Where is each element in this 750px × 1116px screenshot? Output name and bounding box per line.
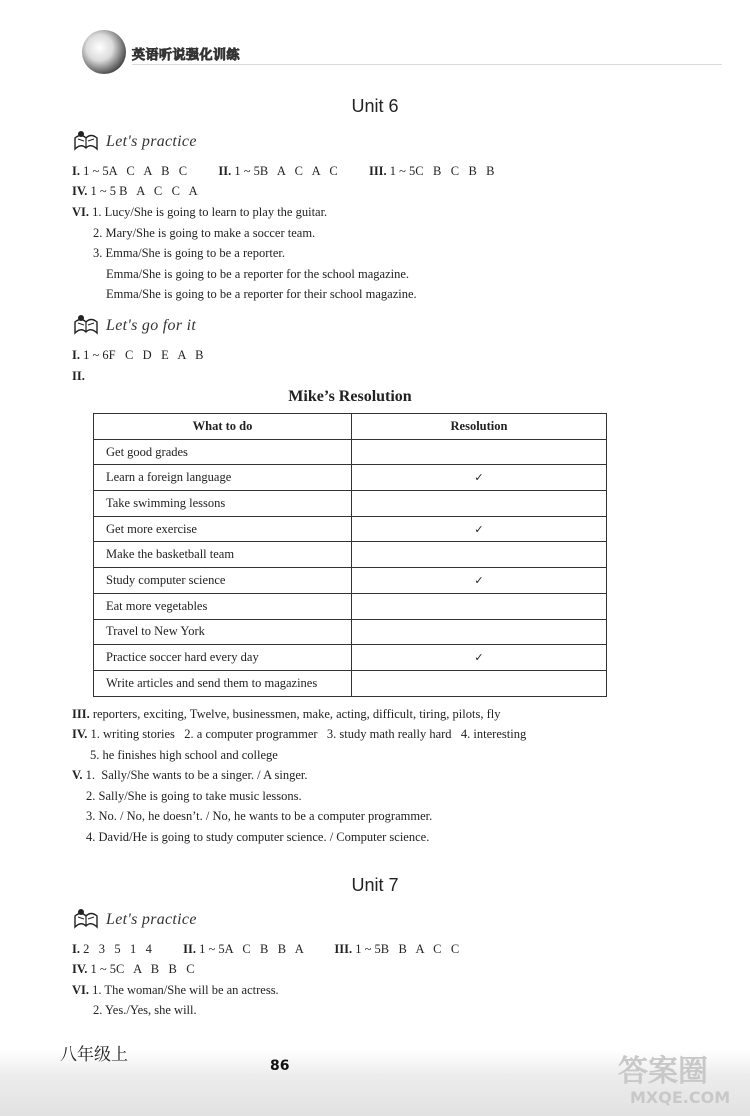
watermark-url: MXQE.COM: [630, 1088, 731, 1107]
table-row: Take swimming lessons: [94, 491, 607, 517]
table-row: Get more exercise ✓: [94, 516, 607, 542]
answer-line: 2. Yes./Yes, she will.: [93, 1003, 197, 1017]
answer-line: 5. he finishes high school and college: [90, 748, 278, 762]
answer-line: VI. 1. Lucy/She is going to learn to play the guitar.: [72, 205, 328, 219]
check-mark: ✓: [352, 568, 607, 594]
check-mark: [352, 670, 607, 696]
book-title: 英语听说强化训练: [132, 48, 241, 63]
section-lets-practice: [72, 906, 197, 934]
resolution-table: [93, 413, 607, 697]
table-row: Learn a foreign language ✓: [94, 465, 607, 491]
table-row: Travel to New York: [94, 619, 607, 645]
answer-line: IV. 1. writing stories 2. a computer programmer 3. study math really hard 4. interesting: [72, 727, 527, 741]
check-mark: [352, 593, 607, 619]
answer-line: III. reporters, exciting, Twelve, businessmen, make, acting, difficult, tiring, pilots, fly: [72, 707, 501, 721]
check-mark: [352, 439, 607, 465]
section-label: Let's go for it: [106, 317, 197, 334]
unit-7-title: Unit 7: [351, 875, 399, 895]
section-label: Let's practice: [106, 911, 197, 928]
check-mark: [352, 542, 607, 568]
answer-line: VI. 1. The woman/She will be an actress.: [72, 983, 279, 997]
check-mark: ✓: [352, 465, 607, 491]
logo-globe: [82, 30, 126, 74]
table-row: Get good grades: [94, 439, 607, 465]
table-row: Study computer science ✓: [94, 568, 607, 594]
answer-line: 4. David/He is going to study computer science. / Computer science.: [86, 830, 430, 844]
check-mark: [352, 491, 607, 517]
section-lets-practice: [72, 128, 197, 156]
check-mark: ✓: [352, 645, 607, 671]
table-row: Write articles and send them to magazines: [94, 670, 607, 696]
answer-line: Emma/She is going to be a reporter for their school magazine.: [106, 287, 417, 301]
answer-line: 3. No. / No, he doesn’t. / No, he wants to be a computer programmer.: [86, 809, 433, 823]
watermark-logo: 答案圈: [618, 1054, 708, 1089]
check-mark: ✓: [352, 516, 607, 542]
book-icon: [72, 907, 100, 933]
column-header: Resolution: [352, 414, 607, 440]
check-mark: [352, 619, 607, 645]
answer-line: IV. 1 ~ 5 B A C C A: [72, 184, 198, 198]
header-divider: [132, 64, 722, 65]
book-icon: [72, 313, 100, 339]
answer-line: V. 1. Sally/She wants to be a singer. / A singer.: [72, 768, 308, 782]
answer-line: Emma/She is going to be a reporter for the school magazine.: [106, 267, 410, 281]
table-title: Mike’s Resolution: [288, 388, 412, 405]
answer-line: I. 2 3 5 1 4 II. 1 ~ 5A C B B A III. 1 ~ 5B B A C C: [72, 942, 460, 956]
answer-line: II.: [72, 369, 85, 383]
table-row: Eat more vegetables: [94, 593, 607, 619]
table-row: Make the basketball team: [94, 542, 607, 568]
page-number: 86: [270, 1058, 290, 1074]
section-label: Let's practice: [106, 133, 197, 150]
answer-line: 2. Sally/She is going to take music lessons.: [86, 789, 302, 803]
answer-line: I. 1 ~ 6F C D E A B: [72, 348, 204, 362]
answer-line: I. 1 ~ 5A C A B C II. 1 ~ 5B A C A C III. 1 ~ 5C B C B B: [72, 164, 495, 178]
column-header: What to do: [94, 414, 352, 440]
unit-6-title: Unit 6: [351, 96, 399, 116]
book-icon: [72, 129, 100, 155]
table-row: Practice soccer hard every day ✓: [94, 645, 607, 671]
answer-line: 2. Mary/She is going to make a soccer team.: [93, 226, 316, 240]
answer-line: 3. Emma/She is going to be a reporter.: [93, 246, 285, 260]
answer-line: IV. 1 ~ 5C A B B C: [72, 962, 195, 976]
grade-label: 八年级上: [60, 1045, 128, 1065]
section-lets-go-for-it: [72, 312, 196, 340]
